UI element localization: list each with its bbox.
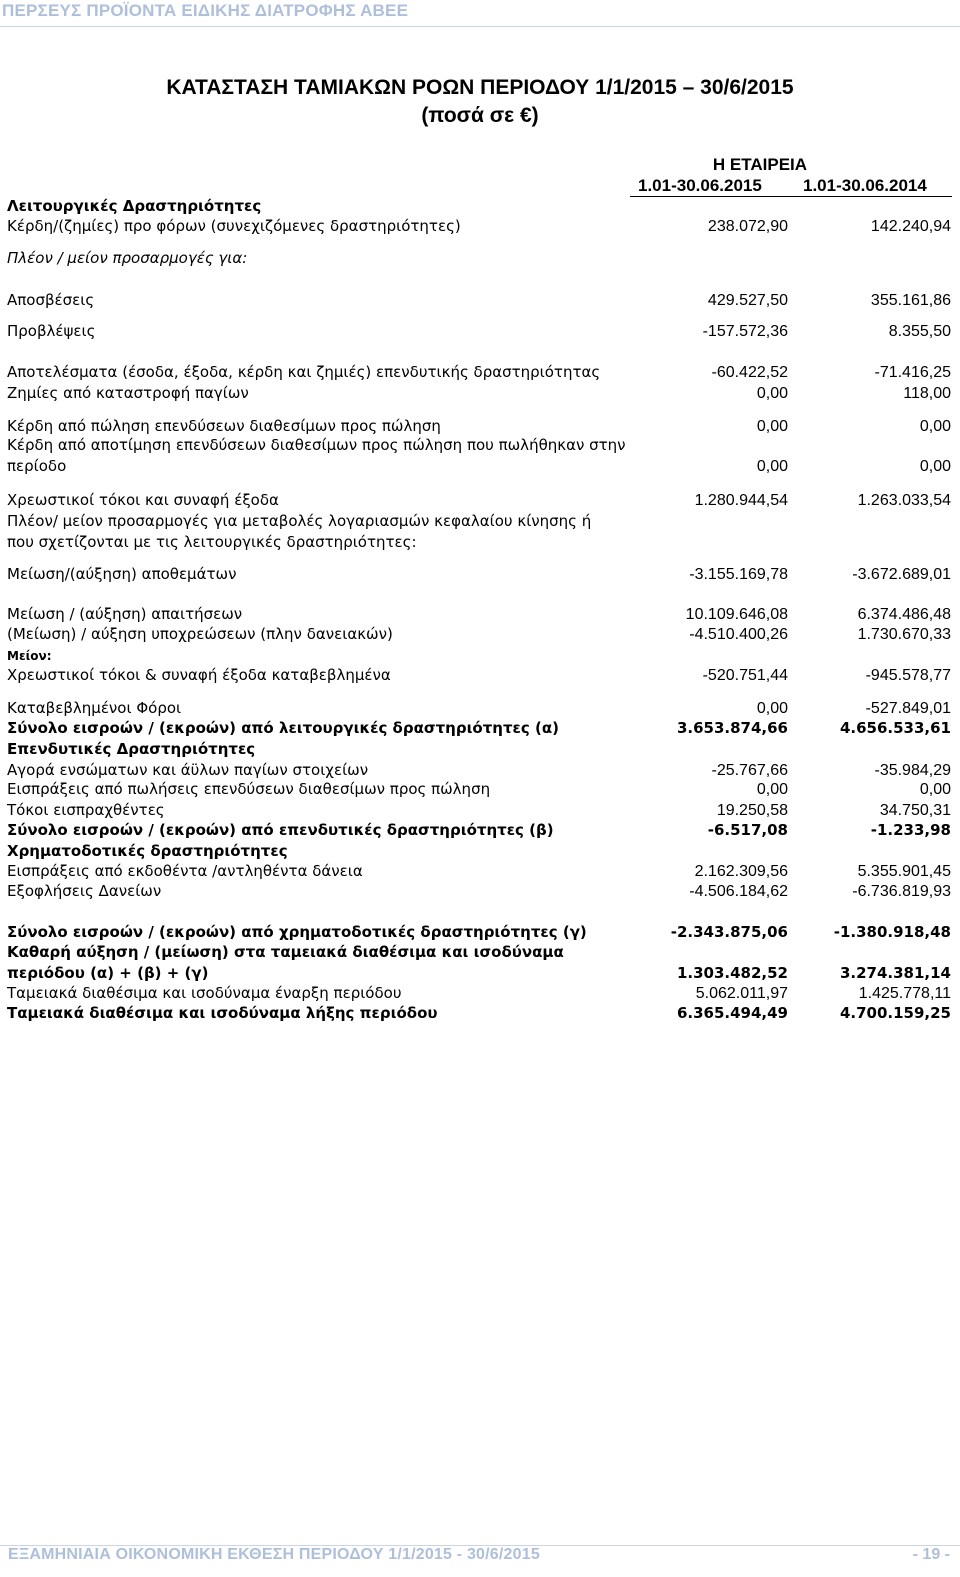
row-label: Μείωση / (αύξηση) απαιτήσεων — [7, 605, 243, 623]
value-2015: 0,00 — [756, 458, 788, 475]
statement-title: ΚΑΤΑΣΤΑΣΗ ΤΑΜΙΑΚΩΝ ΡΟΩΝ ΠΕΡΙΟΔΟΥ 1/1/2015 – 30/6/2015 — [166, 76, 794, 99]
value-2015: 238.072,90 — [707, 218, 788, 235]
value-2014: 8.355,50 — [888, 323, 951, 340]
value-2014: -6.736.819,93 — [852, 883, 951, 900]
row-label: Τόκοι εισπραχθέντες — [7, 801, 165, 819]
value-2015: 1.280.944,54 — [694, 492, 788, 509]
footer-report-title: ΕΞΑΜΗΝΙΑΙΑ ΟΙΚΟΝΟΜΙΚΗ ΕΚΘΕΣΗ ΠΕΡΙΟΔΟΥ 1/1/2015 - 30/6/2015 — [8, 1546, 540, 1563]
value-2015: 0,00 — [756, 781, 788, 798]
value-2015: -3.155.169,78 — [689, 566, 788, 583]
row-label: Σύνολο εισροών / (εκροών) από χρηματοδοτικές δραστηριότητες (γ) — [7, 923, 587, 941]
value-2015: 1.303.482,52 — [676, 964, 788, 982]
value-2014: -35.984,29 — [874, 762, 951, 779]
row-label: Αγορά ενσώματων και άϋλων παγίων στοιχείων — [7, 761, 369, 779]
row-label: (Μείωση) / αύξηση υποχρεώσεων (πλην δανειακών) — [7, 625, 393, 643]
page-number: - 19 - — [912, 1546, 950, 1563]
row-label: Αποτελέσματα (έσοδα, έξοδα, κέρδη και ζημιές) επενδυτικής δραστηριότητας — [7, 363, 601, 381]
row-label: Χρεωστικοί τόκοι & συναφή έξοδα καταβεβλημένα — [7, 666, 391, 684]
value-2014: 0,00 — [919, 458, 951, 475]
value-2015: -4.506.184,62 — [689, 883, 788, 900]
row-label: Χρηματοδοτικές δραστηριότητες — [7, 842, 288, 860]
row-label: Κέρδη/(ζημίες) προ φόρων (συνεχιζόμενες δραστηριότητες) — [7, 217, 461, 235]
value-2014: 118,00 — [903, 385, 951, 402]
value-2014: 5.355.901,45 — [857, 863, 951, 880]
value-2014: 1.425.778,11 — [858, 985, 951, 1002]
row-label: Μείον: — [7, 649, 52, 663]
row-label: Σύνολο εισροών / (εκροών) από επενδυτικές δραστηριότητες (β) — [7, 821, 554, 839]
value-2014: 34.750,31 — [879, 802, 951, 819]
value-2015: -25.767,66 — [711, 762, 788, 779]
value-2015: 0,00 — [756, 418, 788, 435]
value-2014: 1.263.033,54 — [857, 492, 951, 509]
row-label: Προβλέψεις — [7, 322, 96, 340]
row-label: Λειτουργικές Δραστηριότητες — [7, 197, 262, 215]
row-label: Ταμειακά διαθέσιμα και ισοδύναμα έναρξη περιόδου — [7, 984, 402, 1002]
row-label: Εισπράξεις από εκδοθέντα /αντληθέντα δάνεια — [7, 862, 363, 880]
value-2014: -1.380.918,48 — [833, 923, 951, 941]
period-2014-header: 1.01-30.06.2014 — [803, 176, 927, 195]
row-label: Εισπράξεις από πωλήσεις επενδύσεων διαθεσίμων προς πώληση — [7, 780, 491, 798]
row-label: Κέρδη από αποτίμηση επενδύσεων διαθεσίμων προς πώληση που πωλήθηκαν στην περίοδο — [7, 436, 626, 475]
value-2014: 4.700.159,25 — [839, 1004, 951, 1022]
value-2014: -527.849,01 — [865, 700, 951, 717]
value-2015: -60.422,52 — [711, 364, 788, 381]
value-2015: 5.062.011,97 — [695, 985, 788, 1002]
value-2014: 6.374.486,48 — [857, 606, 951, 623]
row-label: Κέρδη από πώληση επενδύσεων διαθεσίμων προς πώληση — [7, 417, 441, 435]
row-label: Πλέον/ μείον προσαρμογές για μεταβολές λογαριασμών κεφαλαίου κίνησης ή που σχετίζονται με τις λειτουργικές δραστηριότητες: — [7, 512, 592, 551]
company-column-header: Η ΕΤΑΙΡΕΙΑ — [712, 155, 808, 174]
row-label: Σύνολο εισροών / (εκροών) από λειτουργικές δραστηριότητες (α) — [7, 719, 560, 737]
row-label: Πλέον / μείον προσαρμογές για: — [7, 249, 248, 267]
value-2015: -2.343.875,06 — [670, 923, 788, 941]
row-label: Ταμειακά διαθέσιμα και ισοδύναμα λήξης περιόδου — [7, 1004, 438, 1022]
value-2015: -157.572,36 — [702, 323, 788, 340]
value-2015: -4.510.400,26 — [689, 626, 788, 643]
row-label: Ζημίες από καταστροφή παγίων — [7, 384, 249, 402]
period-2015-header: 1.01-30.06.2015 — [638, 176, 762, 195]
value-2014: -3.672.689,01 — [852, 566, 951, 583]
value-2015: 10.109.646,08 — [685, 606, 788, 623]
row-label: Μείωση/(αύξηση) αποθεμάτων — [7, 565, 237, 583]
value-2014: -71.416,25 — [874, 364, 951, 381]
value-2015: 6.365.494,49 — [676, 1004, 788, 1022]
value-2014: 355.161,86 — [870, 292, 951, 309]
value-2014: 3.274.381,14 — [839, 964, 951, 982]
company-header: ΠΕΡΣΕΥΣ ΠΡΟΪΟΝΤΑ ΕΙΔΙΚΗΣ ΔΙΑΤΡΟΦΗΣ ΑΒΕΕ — [2, 1, 409, 20]
currency-note: (ποσά σε €) — [421, 104, 539, 127]
row-label: Επενδυτικές Δραστηριότητες — [7, 740, 256, 758]
row-label: Αποσβέσεις — [7, 291, 95, 309]
value-2014: 1.730.670,33 — [857, 626, 951, 643]
value-2015: -520.751,44 — [702, 667, 788, 684]
value-2014: -945.578,77 — [865, 667, 951, 684]
header-rule — [630, 196, 952, 197]
row-label: Εξοφλήσεις Δανείων — [7, 882, 162, 900]
value-2015: 3.653.874,66 — [676, 719, 788, 737]
value-2015: -6.517,08 — [707, 821, 788, 839]
value-2015: 429.527,50 — [707, 292, 788, 309]
value-2014: 4.656.533,61 — [839, 719, 951, 737]
value-2015: 2.162.309,56 — [694, 863, 788, 880]
value-2014: 142.240,94 — [870, 218, 951, 235]
value-2015: 0,00 — [756, 700, 788, 717]
row-label: Χρεωστικοί τόκοι και συναφή έξοδα — [7, 491, 279, 509]
value-2014: -1.233,98 — [870, 821, 951, 839]
row-label: Καθαρή αύξηση / (μείωση) στα ταμειακά διαθέσιμα και ισοδύναμα περιόδου (α) + (β) + (γ) — [7, 943, 564, 982]
value-2014: 0,00 — [919, 781, 951, 798]
row-label: Καταβεβλημένοι Φόροι — [7, 699, 182, 717]
value-2015: 19.250,58 — [716, 802, 788, 819]
value-2015: 0,00 — [756, 385, 788, 402]
value-2014: 0,00 — [919, 418, 951, 435]
